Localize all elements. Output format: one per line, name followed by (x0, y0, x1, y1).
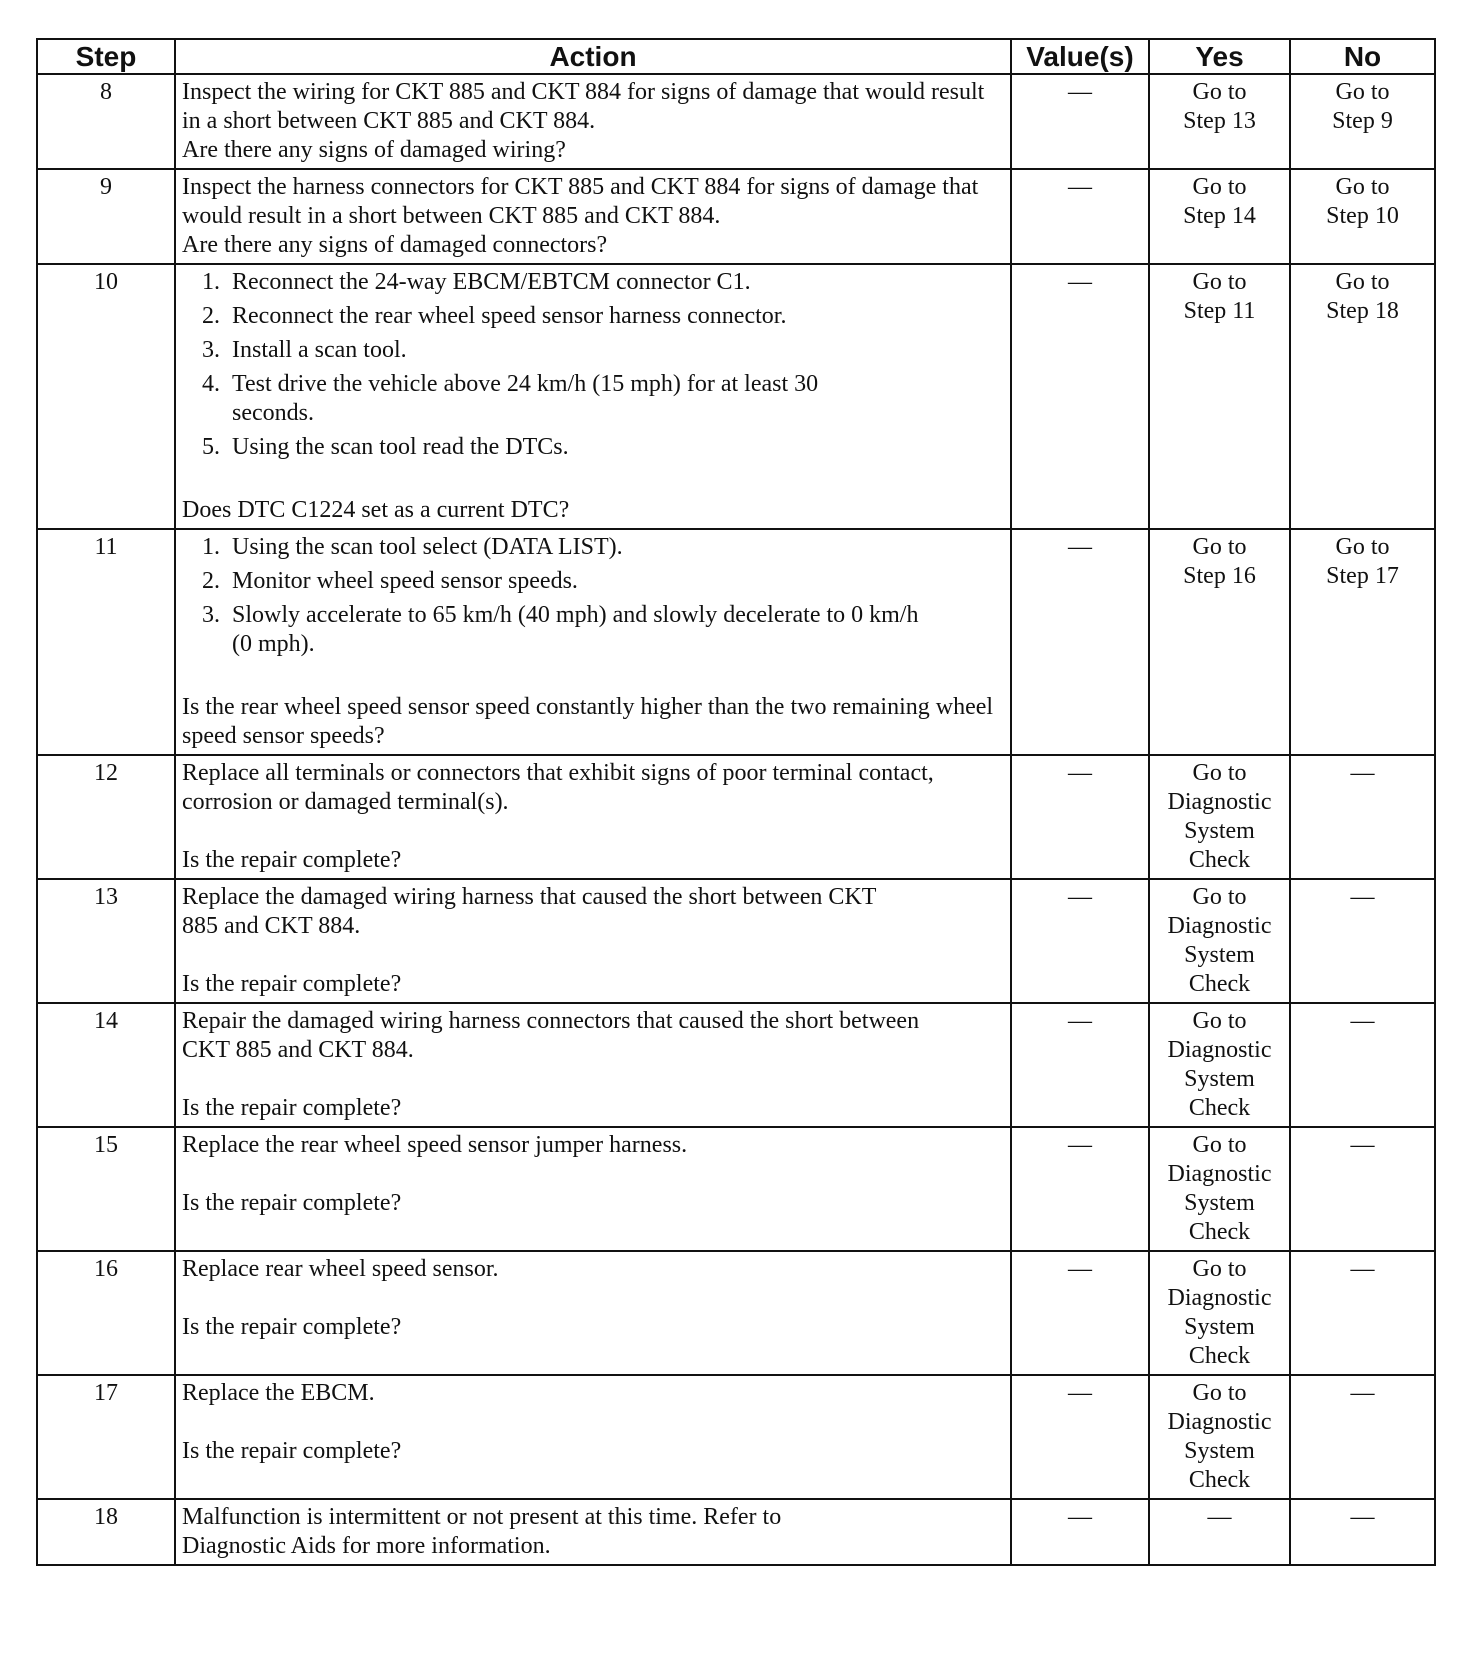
list-item-text: Reconnect the 24-way EBCM/EBTCM connector C1. (232, 269, 751, 295)
value-cell: — (1011, 755, 1149, 879)
step-number: 9 (37, 169, 175, 264)
action-text: Repair the damaged wiring harness connectors that caused the short between CKT 885 and CKT 884. (182, 1008, 920, 1063)
yes-line: Check (1188, 1095, 1251, 1121)
action-cell (175, 1251, 1011, 1375)
yes-line: Go to (1192, 269, 1247, 295)
no-line: Step 17 (1326, 563, 1399, 589)
yes-line: Check (1188, 847, 1251, 873)
table-row (37, 169, 1435, 264)
yes-line: Step 13 (1183, 108, 1256, 134)
no-line: Go to (1335, 269, 1390, 295)
action-question: Is the rear wheel speed sensor speed constantly higher than the two remaining wheel speed sensor speeds? (182, 694, 994, 749)
no-cell (1290, 529, 1435, 755)
list-item: 2. Reconnect the rear wheel speed sensor harness connector. (202, 303, 787, 329)
action-question: Is the repair complete? (182, 847, 402, 873)
yes-line: Diagnostic (1167, 1285, 1272, 1311)
table-row (37, 1499, 1435, 1565)
table-row (37, 1251, 1435, 1375)
step-number: 8 (37, 74, 175, 169)
yes-line: Step 14 (1183, 203, 1256, 229)
step-number: 12 (37, 755, 175, 879)
yes-line: Go to (1192, 79, 1247, 105)
yes-cell (1149, 529, 1290, 755)
header-yes: Yes (1149, 39, 1290, 74)
table-row (37, 879, 1435, 1003)
list-item: 3. Install a scan tool. (202, 337, 407, 363)
list-item-text: Install a scan tool. (232, 337, 407, 363)
no-line: Step 9 (1332, 108, 1393, 134)
step-number: 10 (37, 264, 175, 529)
table-row (37, 1003, 1435, 1127)
action-text: Malfunction is intermittent or not present at this time. Refer to Diagnostic Aids for more information. (182, 1504, 782, 1559)
list-item-text: Using the scan tool select (DATA LIST). (232, 534, 623, 560)
action-cell (175, 1127, 1011, 1251)
diagnostic-table (36, 38, 1436, 1566)
list-item: 1. Using the scan tool select (DATA LIST). (202, 534, 623, 560)
action-text: Replace the rear wheel speed sensor jumper harness. (182, 1132, 688, 1158)
action-question: Is the repair complete? (182, 1190, 402, 1216)
list-item-text: Slowly accelerate to 65 km/h (40 mph) and slowly decelerate to 0 km/h (0 mph). (232, 602, 919, 657)
yes-line: Go to (1192, 1256, 1247, 1282)
no-cell (1290, 169, 1435, 264)
action-cell (175, 1499, 1011, 1565)
value-cell: — (1011, 169, 1149, 264)
header-action: Action (175, 39, 1011, 74)
header-value: Value(s) (1011, 39, 1149, 74)
yes-line: Check (1188, 1467, 1251, 1493)
yes-cell (1149, 74, 1290, 169)
list-item: 1. Reconnect the 24-way EBCM/EBTCM connector C1. (202, 269, 751, 295)
no-line: Step 10 (1326, 203, 1399, 229)
list-item: 4. Test drive the vehicle above 24 km/h (15 mph) for at least 30 seconds. (202, 370, 1004, 428)
step-number: 14 (37, 1003, 175, 1127)
yes-line: Step 16 (1183, 563, 1256, 589)
no-cell: — (1290, 755, 1435, 879)
value-cell: — (1011, 74, 1149, 169)
action-text: Replace the EBCM. (182, 1380, 375, 1406)
value-cell: — (1011, 1251, 1149, 1375)
action-text: Replace the damaged wiring harness that caused the short between CKT 885 and CKT 884. (182, 884, 876, 939)
yes-cell (1149, 1127, 1290, 1251)
action-question: Is the repair complete? (182, 1314, 402, 1340)
yes-cell (1149, 879, 1290, 1003)
no-line: Go to (1335, 79, 1390, 105)
action-question: Are there any signs of damaged wiring? (182, 137, 566, 163)
yes-line: System (1184, 942, 1255, 968)
list-item: 2. Monitor wheel speed sensor speeds. (202, 568, 578, 594)
action-text: Replace rear wheel speed sensor. (182, 1256, 499, 1282)
value-cell: — (1011, 1499, 1149, 1565)
action-question: Does DTC C1224 set as a current DTC? (182, 497, 570, 523)
yes-line: System (1184, 1066, 1255, 1092)
step-number: 18 (37, 1499, 175, 1565)
no-cell: — (1290, 1499, 1435, 1565)
action-cell (175, 1003, 1011, 1127)
yes-line: Check (1188, 971, 1251, 997)
value-cell: — (1011, 879, 1149, 1003)
step-number: 11 (37, 529, 175, 755)
list-item: 3. Slowly accelerate to 65 km/h (40 mph) and slowly decelerate to 0 km/h (0 mph). (202, 601, 1004, 659)
no-line: Step 18 (1326, 298, 1399, 324)
yes-line: Go to (1192, 760, 1247, 786)
no-cell: — (1290, 879, 1435, 1003)
ordered-list (182, 533, 1004, 659)
list-item: 5. Using the scan tool read the DTCs. (202, 434, 569, 460)
table-row (37, 1127, 1435, 1251)
no-cell: — (1290, 1251, 1435, 1375)
no-line: Go to (1335, 534, 1390, 560)
action-question: Is the repair complete? (182, 1438, 402, 1464)
yes-cell: — (1149, 1499, 1290, 1565)
no-cell (1290, 264, 1435, 529)
header-step: Step (37, 39, 175, 74)
action-cell (175, 529, 1011, 755)
action-cell (175, 879, 1011, 1003)
step-number: 13 (37, 879, 175, 1003)
yes-line: Diagnostic (1167, 1409, 1272, 1435)
yes-line: System (1184, 818, 1255, 844)
action-question: Is the repair complete? (182, 971, 402, 997)
yes-line: Step 11 (1183, 298, 1256, 324)
list-item-text: Monitor wheel speed sensor speeds. (232, 568, 578, 594)
step-number: 15 (37, 1127, 175, 1251)
yes-cell (1149, 1251, 1290, 1375)
yes-line: System (1184, 1314, 1255, 1340)
action-cell (175, 1375, 1011, 1499)
yes-cell (1149, 1375, 1290, 1499)
table-row (37, 264, 1435, 529)
action-cell (175, 169, 1011, 264)
list-item-text: Reconnect the rear wheel speed sensor harness connector. (232, 303, 787, 329)
yes-line: Check (1188, 1343, 1251, 1369)
no-line: Go to (1335, 174, 1390, 200)
yes-line: System (1184, 1438, 1255, 1464)
action-cell (175, 74, 1011, 169)
yes-line: Check (1188, 1219, 1251, 1245)
step-number: 17 (37, 1375, 175, 1499)
action-cell (175, 755, 1011, 879)
yes-cell (1149, 169, 1290, 264)
value-cell: — (1011, 1003, 1149, 1127)
header-no: No (1290, 39, 1435, 74)
yes-cell (1149, 1003, 1290, 1127)
table-row (37, 1375, 1435, 1499)
value-cell: — (1011, 1127, 1149, 1251)
table-row (37, 755, 1435, 879)
no-cell (1290, 74, 1435, 169)
value-cell: — (1011, 529, 1149, 755)
yes-line: Go to (1192, 884, 1247, 910)
no-cell: — (1290, 1375, 1435, 1499)
action-cell (175, 264, 1011, 529)
yes-line: System (1184, 1190, 1255, 1216)
yes-line: Go to (1192, 534, 1247, 560)
no-cell: — (1290, 1003, 1435, 1127)
header-row (37, 39, 1435, 74)
action-text: Replace all terminals or connectors that exhibit signs of poor terminal contact, corrosion or damaged terminal(s). (182, 760, 934, 815)
value-cell: — (1011, 1375, 1149, 1499)
table-row (37, 74, 1435, 169)
action-text: Inspect the wiring for CKT 885 and CKT 884 for signs of damage that would result in a short between CKT 885 and CKT 884. (182, 79, 985, 134)
action-question: Are there any signs of damaged connectors? (182, 232, 608, 258)
step-number: 16 (37, 1251, 175, 1375)
yes-cell (1149, 755, 1290, 879)
yes-line: Go to (1192, 1132, 1247, 1158)
yes-line: Go to (1192, 1008, 1247, 1034)
yes-line: Diagnostic (1167, 1161, 1272, 1187)
action-text: Inspect the harness connectors for CKT 885 and CKT 884 for signs of damage that would result in a short between CKT 885 and CKT 884. (182, 174, 979, 229)
yes-line: Diagnostic (1167, 913, 1272, 939)
ordered-list (182, 268, 1004, 462)
list-item-text: Test drive the vehicle above 24 km/h (15 mph) for at least 30 seconds. (232, 371, 819, 426)
yes-cell (1149, 264, 1290, 529)
no-cell: — (1290, 1127, 1435, 1251)
value-cell: — (1011, 264, 1149, 529)
yes-line: Go to (1192, 174, 1247, 200)
yes-line: Diagnostic (1167, 1037, 1272, 1063)
yes-line: Diagnostic (1167, 789, 1272, 815)
table-row (37, 529, 1435, 755)
action-question: Is the repair complete? (182, 1095, 402, 1121)
list-item-text: Using the scan tool read the DTCs. (232, 434, 569, 460)
yes-line: Go to (1192, 1380, 1247, 1406)
